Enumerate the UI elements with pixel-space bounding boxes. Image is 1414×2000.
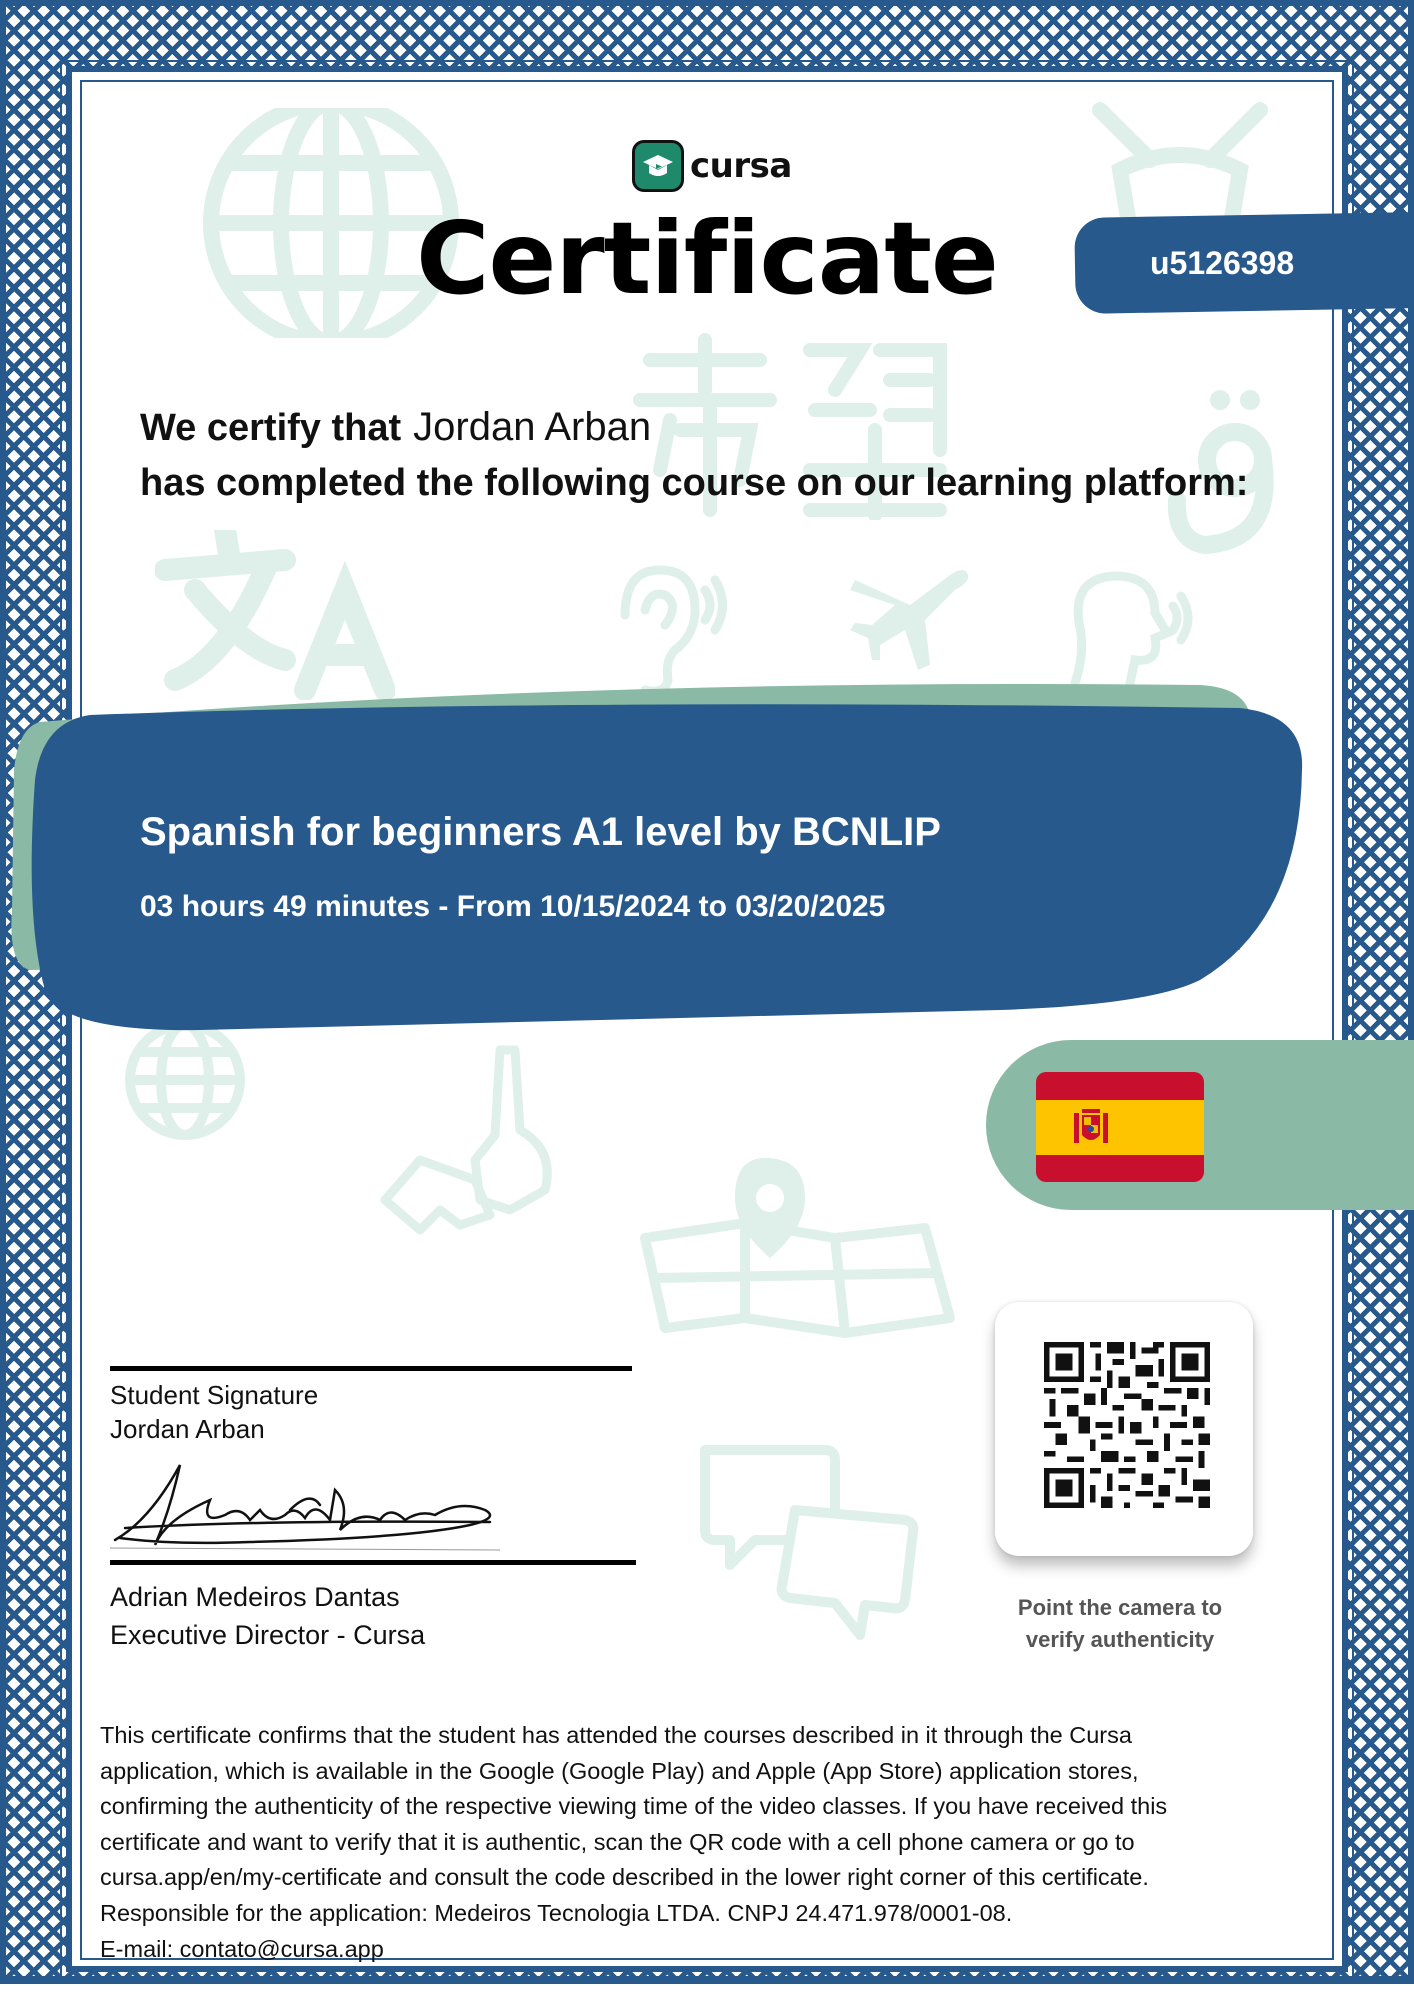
- course-banner: [0, 670, 1414, 1050]
- student-signature-line: [110, 1366, 632, 1371]
- contact-email[interactable]: E-mail: contato@cursa.app: [100, 1935, 384, 1962]
- certificate-title: Certificate: [416, 200, 998, 317]
- certify-line: [140, 405, 651, 450]
- coat-of-arms-icon: [1070, 1105, 1112, 1151]
- director-role: Executive Director - Cursa: [110, 1620, 426, 1650]
- brand-name: cursa: [690, 146, 792, 186]
- course-title: Spanish for beginners A1 level by BCNLIP: [140, 810, 941, 854]
- course-duration-dates: 03 hours 49 minutes - From 10/15/2024 to 03/20/2025: [140, 890, 886, 923]
- qr-caption-line1: Point the camera to: [1017, 1595, 1223, 1620]
- qr-caption-line2: verify authenticity: [1025, 1627, 1215, 1652]
- airplane-icon: [850, 560, 970, 670]
- certify-completion-line: has completed the following course on our learning platform:: [140, 462, 1249, 504]
- student-signature-label: Student Signature: [110, 1380, 319, 1410]
- graduation-cap-icon: [632, 140, 684, 192]
- director-name: Adrian Medeiros Dantas: [110, 1582, 400, 1612]
- signature-image: [110, 1450, 510, 1565]
- chat-bubbles-icon: [695, 1435, 920, 1645]
- map-pin-icon: [635, 1158, 955, 1348]
- certificate-code[interactable]: u5126398: [1150, 245, 1295, 281]
- student-name: Jordan Arban: [413, 405, 652, 449]
- disclaimer-line: cursa.app/en/my-certificate and consult the code described in the lower right corner of this certificate.: [100, 1864, 1149, 1891]
- bottom-border: [0, 1976, 1414, 2000]
- cursa-logo: [632, 140, 792, 192]
- spain-flag-icon: [1036, 1072, 1204, 1182]
- disclaimer-text: [100, 1718, 1320, 1967]
- qr-caption: [990, 1592, 1250, 1656]
- disclaimer-line: certificate and want to verify that it is authentic, scan the QR code with a cell phone camera or go to: [100, 1828, 1135, 1855]
- disclaimer-line: confirming the authenticity of the respective viewing time of the video classes. If you have received this: [100, 1793, 1168, 1820]
- director-signature-line: [110, 1560, 636, 1565]
- disclaimer-line: application, which is available in the Google (Google Play) and Apple (App Store) application stores,: [100, 1757, 1139, 1784]
- sign-language-icon: [380, 1040, 560, 1240]
- qr-code-icon[interactable]: [1044, 1342, 1210, 1508]
- student-signature-name: Jordan Arban: [110, 1414, 265, 1444]
- disclaimer-line: This certificate confirms that the student has attended the courses described in it through the Cursa: [100, 1722, 1132, 1748]
- disclaimer-line: Responsible for the application: Medeiros Tecnologia LTDA. CNPJ 24.471.978/0001-08.: [100, 1899, 1013, 1926]
- certify-intro: We certify that: [140, 407, 402, 449]
